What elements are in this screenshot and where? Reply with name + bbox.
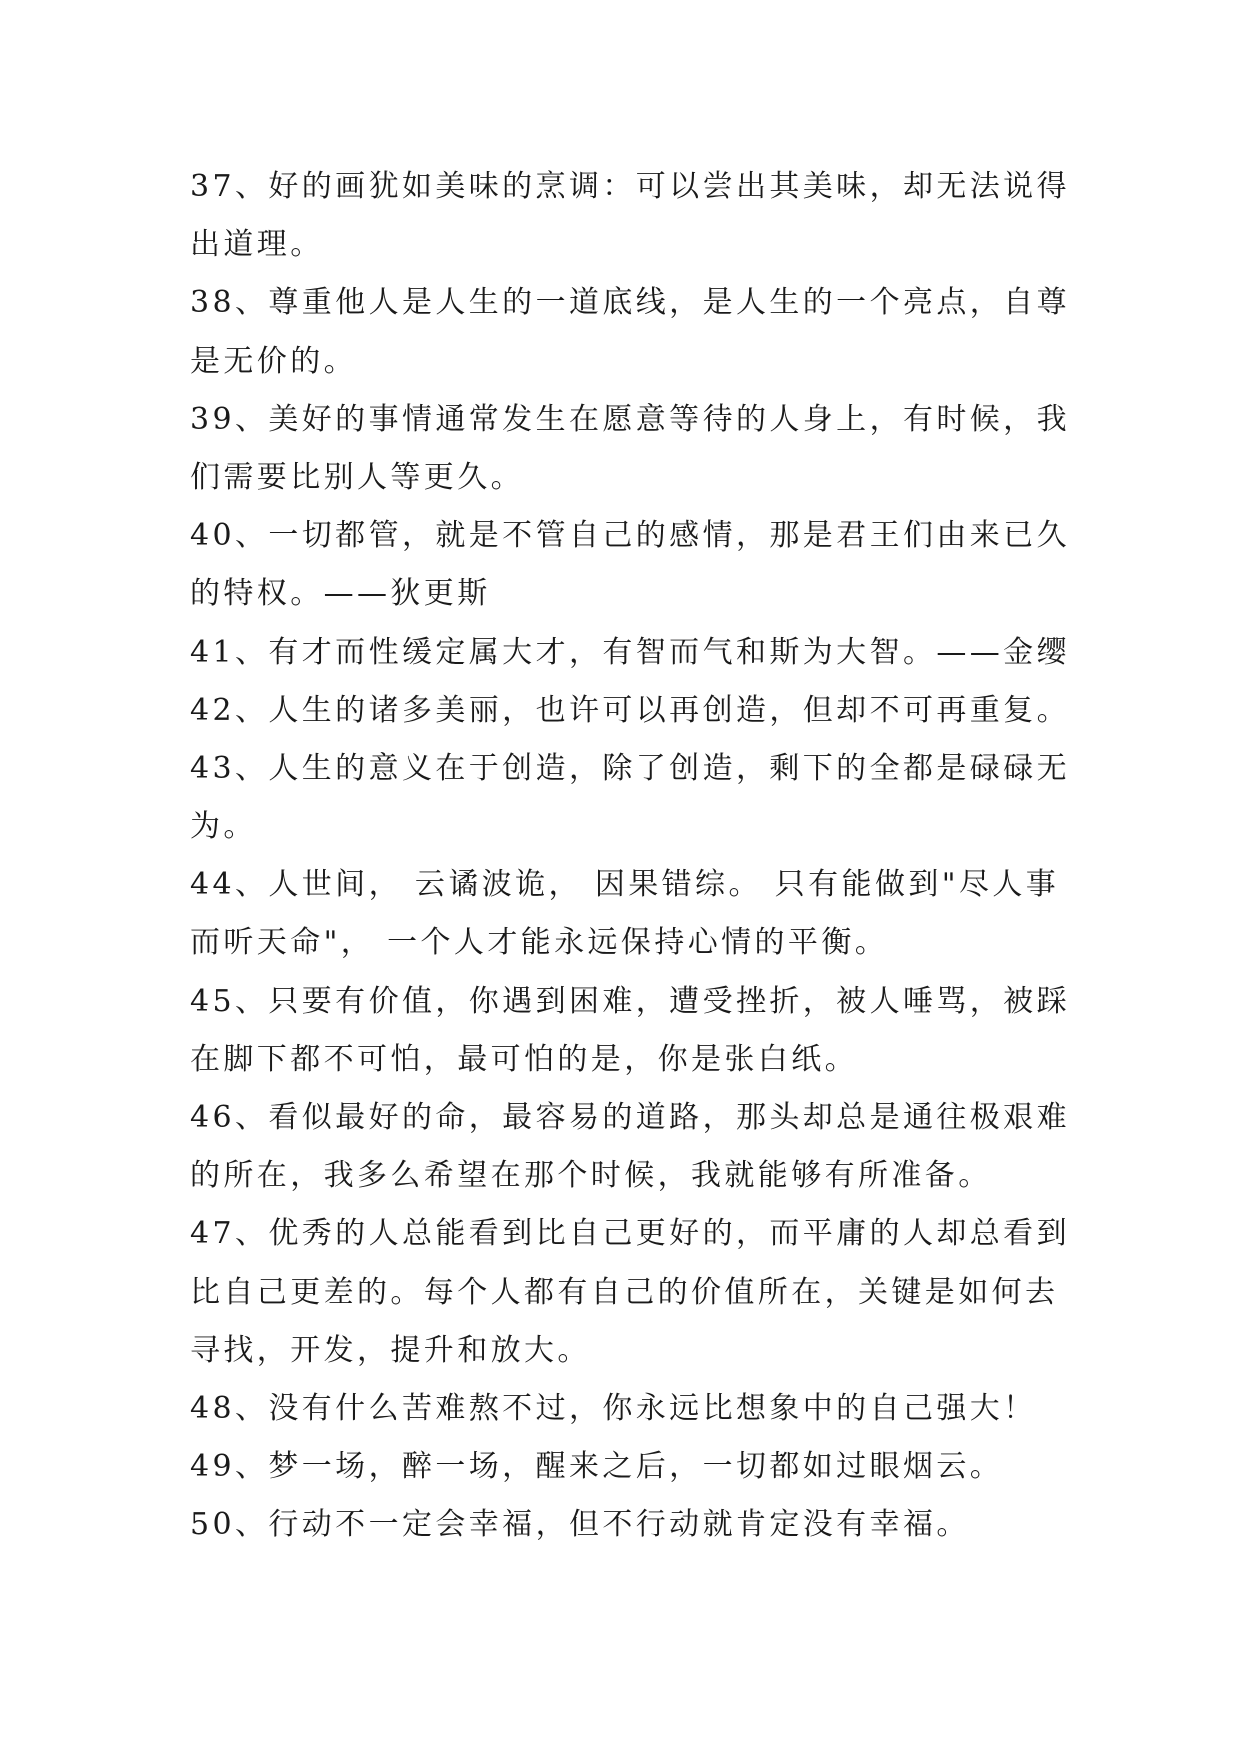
text-line: 48、没有什么苦难熬不过，你永远比想象中的自己强大！ — [190, 1390, 1037, 1426]
text-line: 们需要比别人等更久。 — [190, 459, 524, 495]
text-line: 而听天命"， 一个人才能永远保持心情的平衡。 — [190, 925, 889, 961]
text-line: 39、美好的事情通常发生在愿意等待的人身上，有时候，我 — [190, 401, 1070, 437]
text-line: 46、看似最好的命，最容易的道路，那头却总是通往极艰难 — [190, 1100, 1070, 1135]
text-line: 的所在，我多么希望在那个时候，我就能够有所准备。 — [190, 1158, 992, 1194]
text-line: 在脚下都不可怕，最可怕的是，你是张白纸。 — [190, 1041, 858, 1077]
text-line: 44、人世间， 云谲波诡， 因果错综。 只有能做到"尽人事 — [190, 867, 1060, 903]
text-line: 为。 — [190, 809, 257, 845]
text-line: 37、好的画犹如美味的烹调：可以尝出其美味，却无法说得 — [190, 169, 1070, 204]
text-line: 38、尊重他人是人生的一道底线，是人生的一个亮点，自尊 — [190, 285, 1070, 321]
quote-list — [190, 158, 1090, 1555]
text-line: 41、有才而性缓定属大才，有智而气和斯为大智。——金缨 — [190, 634, 1070, 670]
text-line: 出道理。 — [190, 227, 324, 263]
text-line: 40、一切都管，就是不管自己的感情，那是君王们由来已久 — [190, 518, 1070, 554]
text-line: 49、梦一场，醉一场，醒来之后，一切都如过眼烟云。 — [190, 1449, 1004, 1485]
text-line: 寻找，开发，提升和放大。 — [190, 1332, 591, 1368]
text-line: 50、行动不一定会幸福，但不行动就肯定没有幸福。 — [190, 1507, 970, 1543]
text-line: 45、只要有价值，你遇到困难，遭受挫折，被人唾骂，被踩 — [190, 983, 1070, 1019]
text-line: 42、人生的诸多美丽，也许可以再创造，但却不可再重复。 — [190, 692, 1070, 728]
text-line: 47、优秀的人总能看到比自己更好的，而平庸的人却总看到 — [190, 1216, 1070, 1252]
text-line: 的特权。——狄更斯 — [190, 576, 491, 612]
text-line: 43、人生的意义在于创造，除了创造，剩下的全都是碌碌无 — [190, 750, 1070, 786]
text-line: 比自己更差的。每个人都有自己的价值所在，关键是如何去 — [190, 1274, 1059, 1310]
text-line: 是无价的。 — [190, 343, 357, 379]
